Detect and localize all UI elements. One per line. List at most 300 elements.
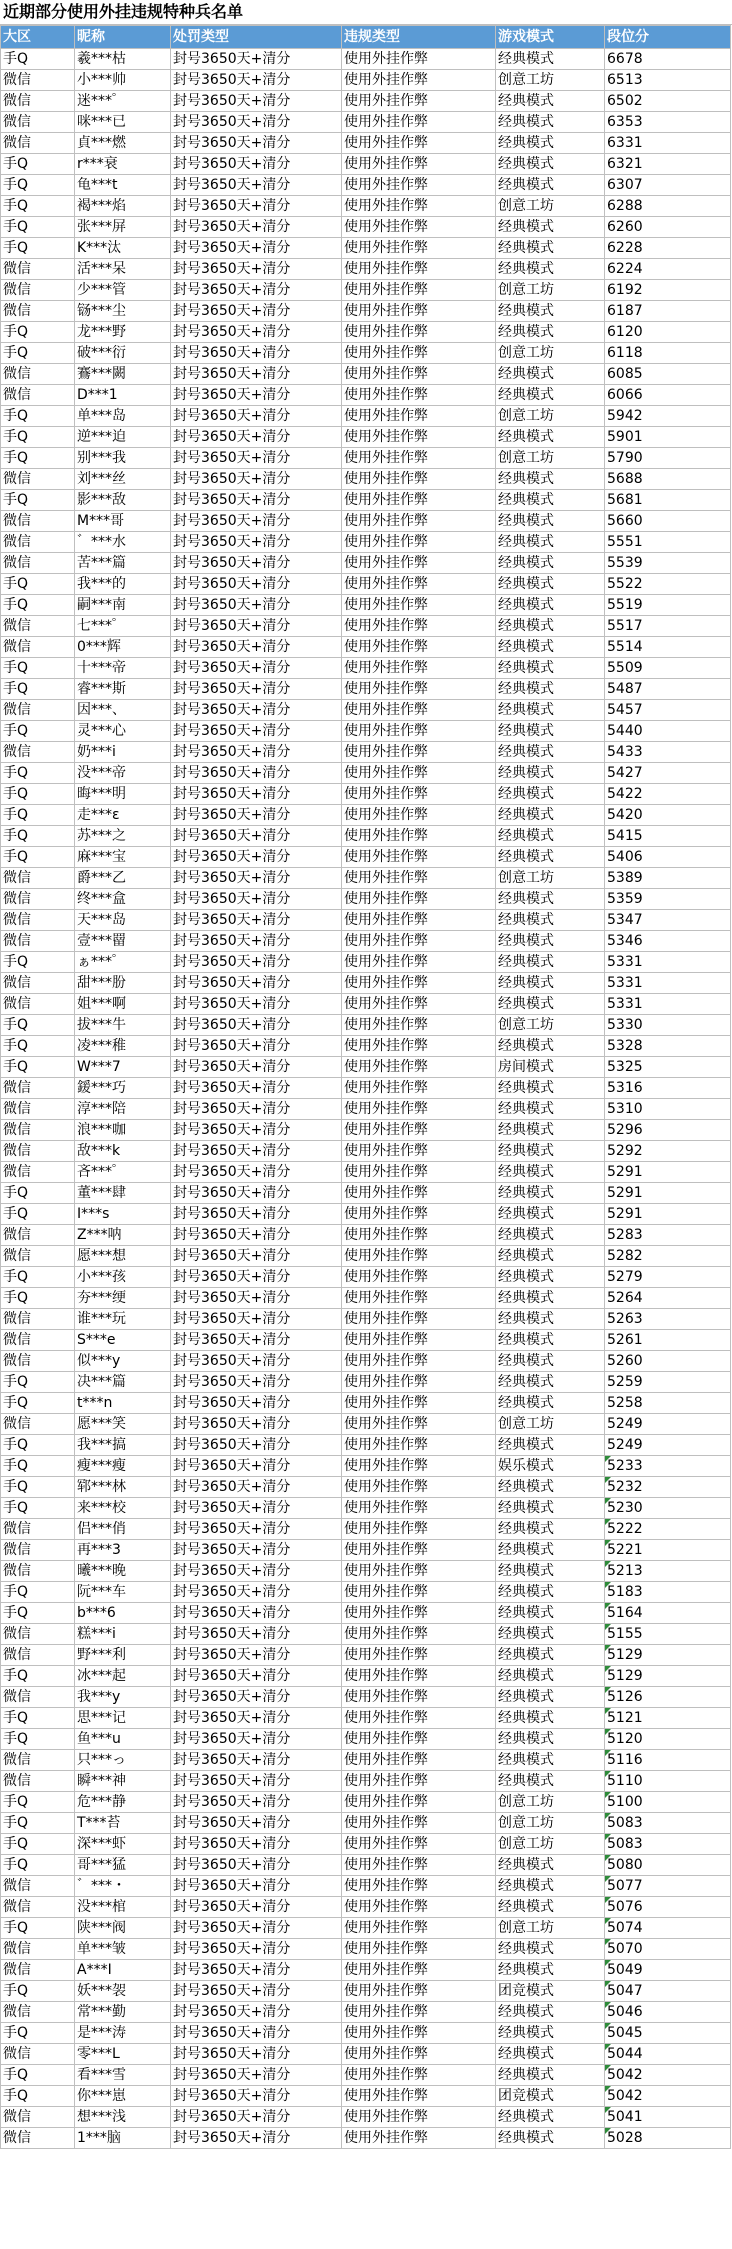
table-row — [1, 2128, 731, 2149]
cell-region: 微信 — [1, 1939, 75, 1960]
cell-rank-score: 5406 — [605, 847, 731, 868]
cell-rank-score: 5129 — [605, 1666, 731, 1687]
cell-violation: 使用外挂作弊 — [342, 1666, 496, 1687]
cell-region: 微信 — [1, 973, 75, 994]
table-row — [1, 700, 731, 721]
cell-game-mode: 经典模式 — [496, 1897, 605, 1918]
cell-rank-score: 6307 — [605, 175, 731, 196]
cell-region: 手Q — [1, 763, 75, 784]
cell-game-mode: 经典模式 — [496, 1372, 605, 1393]
table-row — [1, 259, 731, 280]
cell-penalty: 封号3650天+清分 — [171, 406, 342, 427]
cell-rank-score: 5457 — [605, 700, 731, 721]
cell-penalty: 封号3650天+清分 — [171, 1960, 342, 1981]
table-row — [1, 385, 731, 406]
cell-nickname: 糕***i — [75, 1624, 171, 1645]
cell-nickname: 单***皱 — [75, 1939, 171, 1960]
cell-game-mode: 经典模式 — [496, 721, 605, 742]
cell-rank-score: 5213 — [605, 1561, 731, 1582]
cell-region: 手Q — [1, 490, 75, 511]
cell-violation: 使用外挂作弊 — [342, 532, 496, 553]
cell-rank-score: 6187 — [605, 301, 731, 322]
cell-region: 手Q — [1, 1036, 75, 1057]
cell-region: 微信 — [1, 700, 75, 721]
cell-penalty: 封号3650天+清分 — [171, 511, 342, 532]
table-row — [1, 1162, 731, 1183]
cell-nickname: 没***棺 — [75, 1897, 171, 1918]
table-row — [1, 952, 731, 973]
cell-violation: 使用外挂作弊 — [342, 679, 496, 700]
cell-game-mode: 经典模式 — [496, 1162, 605, 1183]
table-row — [1, 1729, 731, 1750]
cell-region: 手Q — [1, 847, 75, 868]
cell-penalty: 封号3650天+清分 — [171, 1267, 342, 1288]
cell-nickname: 思***记 — [75, 1708, 171, 1729]
cell-violation: 使用外挂作弊 — [342, 1603, 496, 1624]
cell-region: 微信 — [1, 1414, 75, 1435]
cell-region: 微信 — [1, 1141, 75, 1162]
cell-rank-score: 5519 — [605, 595, 731, 616]
cell-penalty: 封号3650天+清分 — [171, 1099, 342, 1120]
cell-game-mode: 经典模式 — [496, 364, 605, 385]
cell-penalty: 封号3650天+清分 — [171, 826, 342, 847]
cell-region: 微信 — [1, 1330, 75, 1351]
cell-penalty: 封号3650天+清分 — [171, 574, 342, 595]
table-row — [1, 1960, 731, 1981]
cell-region: 微信 — [1, 1078, 75, 1099]
cell-penalty: 封号3650天+清分 — [171, 1183, 342, 1204]
cell-region: 微信 — [1, 2044, 75, 2065]
table-row — [1, 574, 731, 595]
cell-rank-score: 5233 — [605, 1456, 731, 1477]
cell-penalty: 封号3650天+清分 — [171, 616, 342, 637]
cell-region: 微信 — [1, 1771, 75, 1792]
cell-nickname: 来***校 — [75, 1498, 171, 1519]
table-row — [1, 1750, 731, 1771]
cell-penalty: 封号3650天+清分 — [171, 490, 342, 511]
cell-nickname: 姐***啊 — [75, 994, 171, 1015]
cell-nickname: 晦***明 — [75, 784, 171, 805]
cell-violation: 使用外挂作弊 — [342, 595, 496, 616]
cell-nickname: K***汰 — [75, 238, 171, 259]
cell-region: 微信 — [1, 1540, 75, 1561]
cell-game-mode: 创意工坊 — [496, 1414, 605, 1435]
cell-violation: 使用外挂作弊 — [342, 49, 496, 70]
cell-rank-score: 5221 — [605, 1540, 731, 1561]
cell-penalty: 封号3650天+清分 — [171, 1792, 342, 1813]
cell-violation: 使用外挂作弊 — [342, 112, 496, 133]
column-header-rank-score: 段位分 — [605, 26, 731, 49]
table-row — [1, 238, 731, 259]
cell-violation: 使用外挂作弊 — [342, 1729, 496, 1750]
cell-region: 手Q — [1, 1981, 75, 2002]
cell-penalty: 封号3650天+清分 — [171, 868, 342, 889]
cell-nickname: 拔***牛 — [75, 1015, 171, 1036]
cell-game-mode: 经典模式 — [496, 1771, 605, 1792]
table-row — [1, 763, 731, 784]
cell-penalty: 封号3650天+清分 — [171, 1708, 342, 1729]
cell-violation: 使用外挂作弊 — [342, 1876, 496, 1897]
cell-nickname: 敌***k — [75, 1141, 171, 1162]
table-row — [1, 343, 731, 364]
cell-game-mode: 经典模式 — [496, 2002, 605, 2023]
cell-penalty: 封号3650天+清分 — [171, 196, 342, 217]
cell-violation: 使用外挂作弊 — [342, 2065, 496, 2086]
cell-region: 手Q — [1, 1183, 75, 1204]
cell-rank-score: 5509 — [605, 658, 731, 679]
cell-nickname: 逆***迫 — [75, 427, 171, 448]
cell-penalty: 封号3650天+清分 — [171, 112, 342, 133]
cell-nickname: 影***敌 — [75, 490, 171, 511]
cell-game-mode: 经典模式 — [496, 154, 605, 175]
cell-game-mode: 创意工坊 — [496, 1015, 605, 1036]
cell-game-mode: 经典模式 — [496, 910, 605, 931]
cell-rank-score: 5359 — [605, 889, 731, 910]
cell-rank-score: 5422 — [605, 784, 731, 805]
table-row — [1, 931, 731, 952]
cell-nickname: 决***篇 — [75, 1372, 171, 1393]
cell-penalty: 封号3650天+清分 — [171, 805, 342, 826]
cell-violation: 使用外挂作弊 — [342, 1939, 496, 1960]
table-row — [1, 1813, 731, 1834]
cell-rank-score: 5264 — [605, 1288, 731, 1309]
cell-penalty: 封号3650天+清分 — [171, 1120, 342, 1141]
cell-rank-score: 6066 — [605, 385, 731, 406]
cell-nickname: 是***涛 — [75, 2023, 171, 2044]
cell-rank-score: 5047 — [605, 1981, 731, 2002]
cell-game-mode: 经典模式 — [496, 1351, 605, 1372]
cell-region: 手Q — [1, 217, 75, 238]
table-row — [1, 1477, 731, 1498]
cell-game-mode: 经典模式 — [496, 259, 605, 280]
cell-game-mode: 经典模式 — [496, 574, 605, 595]
cell-region: 手Q — [1, 175, 75, 196]
cell-nickname: 咪***已 — [75, 112, 171, 133]
cell-game-mode: 经典模式 — [496, 784, 605, 805]
cell-penalty: 封号3650天+清分 — [171, 1162, 342, 1183]
cell-penalty: 封号3650天+清分 — [171, 1624, 342, 1645]
cell-nickname: 野***利 — [75, 1645, 171, 1666]
cell-game-mode: 经典模式 — [496, 112, 605, 133]
cell-violation: 使用外挂作弊 — [342, 910, 496, 931]
table-row — [1, 1435, 731, 1456]
cell-game-mode: 经典模式 — [496, 1666, 605, 1687]
cell-rank-score: 5291 — [605, 1162, 731, 1183]
table-row — [1, 637, 731, 658]
cell-violation: 使用外挂作弊 — [342, 658, 496, 679]
cell-rank-score: 5259 — [605, 1372, 731, 1393]
cell-nickname: 迷***゜ — [75, 91, 171, 112]
table-body — [1, 49, 731, 2149]
cell-rank-score: 5291 — [605, 1183, 731, 1204]
cell-region: 微信 — [1, 133, 75, 154]
cell-penalty: 封号3650天+清分 — [171, 931, 342, 952]
cell-nickname: 貞***燃 — [75, 133, 171, 154]
cell-region: 手Q — [1, 1855, 75, 1876]
table-row — [1, 1330, 731, 1351]
cell-rank-score: 5028 — [605, 2128, 731, 2149]
cell-region: 手Q — [1, 1372, 75, 1393]
cell-region: 微信 — [1, 259, 75, 280]
table-row — [1, 406, 731, 427]
cell-nickname: 苦***篇 — [75, 553, 171, 574]
table-row — [1, 1015, 731, 1036]
table-row — [1, 1204, 731, 1225]
cell-region: 手Q — [1, 1582, 75, 1603]
cell-game-mode: 经典模式 — [496, 385, 605, 406]
cell-region: 微信 — [1, 889, 75, 910]
cell-rank-score: 6321 — [605, 154, 731, 175]
cell-game-mode: 经典模式 — [496, 1645, 605, 1666]
cell-penalty: 封号3650天+清分 — [171, 721, 342, 742]
cell-nickname: W***7 — [75, 1057, 171, 1078]
cell-penalty: 封号3650天+清分 — [171, 2128, 342, 2149]
cell-rank-score: 5331 — [605, 994, 731, 1015]
cell-nickname: 0***辉 — [75, 637, 171, 658]
cell-region: 手Q — [1, 658, 75, 679]
table-row — [1, 994, 731, 1015]
cell-game-mode: 经典模式 — [496, 805, 605, 826]
cell-violation: 使用外挂作弊 — [342, 511, 496, 532]
cell-penalty: 封号3650天+清分 — [171, 1939, 342, 1960]
cell-nickname: 我***搞 — [75, 1435, 171, 1456]
cell-penalty: 封号3650天+清分 — [171, 847, 342, 868]
cell-rank-score: 5433 — [605, 742, 731, 763]
table-row — [1, 595, 731, 616]
cell-game-mode: 经典模式 — [496, 2023, 605, 2044]
cell-penalty: 封号3650天+清分 — [171, 679, 342, 700]
cell-nickname: 常***勤 — [75, 2002, 171, 2023]
cell-rank-score: 5121 — [605, 1708, 731, 1729]
table-row — [1, 826, 731, 847]
cell-rank-score: 6260 — [605, 217, 731, 238]
column-header-game-mode: 游戏模式 — [496, 26, 605, 49]
cell-nickname: 瞬***神 — [75, 1771, 171, 1792]
table-row — [1, 511, 731, 532]
cell-rank-score: 5070 — [605, 1939, 731, 1960]
cell-rank-score: 5279 — [605, 1267, 731, 1288]
cell-violation: 使用外挂作弊 — [342, 2107, 496, 2128]
cell-violation: 使用外挂作弊 — [342, 1855, 496, 1876]
cell-game-mode: 经典模式 — [496, 1855, 605, 1876]
table-row — [1, 1498, 731, 1519]
cell-region: 微信 — [1, 280, 75, 301]
table-row — [1, 1267, 731, 1288]
table-row — [1, 1288, 731, 1309]
cell-violation: 使用外挂作弊 — [342, 1057, 496, 1078]
cell-nickname: 愿***笑 — [75, 1414, 171, 1435]
cell-violation: 使用外挂作弊 — [342, 931, 496, 952]
cell-violation: 使用外挂作弊 — [342, 1981, 496, 2002]
cell-rank-score: 5942 — [605, 406, 731, 427]
cell-region: 手Q — [1, 1015, 75, 1036]
cell-violation: 使用外挂作弊 — [342, 742, 496, 763]
cell-region: 手Q — [1, 805, 75, 826]
cell-rank-score: 5415 — [605, 826, 731, 847]
cell-violation: 使用外挂作弊 — [342, 1624, 496, 1645]
cell-rank-score: 5042 — [605, 2065, 731, 2086]
cell-nickname: 浪***咖 — [75, 1120, 171, 1141]
cell-penalty: 封号3650天+清分 — [171, 637, 342, 658]
cell-rank-score: 5330 — [605, 1015, 731, 1036]
cell-violation: 使用外挂作弊 — [342, 616, 496, 637]
cell-nickname: 刘***丝 — [75, 469, 171, 490]
cell-violation: 使用外挂作弊 — [342, 259, 496, 280]
cell-violation: 使用外挂作弊 — [342, 700, 496, 721]
cell-region: 手Q — [1, 595, 75, 616]
cell-nickname: 天***岛 — [75, 910, 171, 931]
table-row — [1, 49, 731, 70]
cell-nickname: ゛***水 — [75, 532, 171, 553]
table-row — [1, 448, 731, 469]
table-row — [1, 805, 731, 826]
cell-game-mode: 经典模式 — [496, 889, 605, 910]
cell-game-mode: 经典模式 — [496, 49, 605, 70]
cell-rank-score: 5045 — [605, 2023, 731, 2044]
cell-region: 微信 — [1, 1750, 75, 1771]
table-row — [1, 154, 731, 175]
cell-game-mode: 经典模式 — [496, 742, 605, 763]
cell-penalty: 封号3650天+清分 — [171, 238, 342, 259]
cell-violation: 使用外挂作弊 — [342, 1015, 496, 1036]
table-row — [1, 847, 731, 868]
cell-game-mode: 经典模式 — [496, 1435, 605, 1456]
header-row — [1, 26, 731, 49]
cell-violation: 使用外挂作弊 — [342, 1813, 496, 1834]
cell-nickname: 冰***起 — [75, 1666, 171, 1687]
cell-rank-score: 5155 — [605, 1624, 731, 1645]
cell-game-mode: 经典模式 — [496, 1288, 605, 1309]
cell-penalty: 封号3650天+清分 — [171, 1498, 342, 1519]
table-row — [1, 532, 731, 553]
cell-region: 手Q — [1, 1792, 75, 1813]
cell-rank-score: 5260 — [605, 1351, 731, 1372]
table-row — [1, 1120, 731, 1141]
cell-violation: 使用外挂作弊 — [342, 2086, 496, 2107]
cell-game-mode: 经典模式 — [496, 1939, 605, 1960]
cell-region: 微信 — [1, 1687, 75, 1708]
cell-violation: 使用外挂作弊 — [342, 1708, 496, 1729]
cell-region: 微信 — [1, 1960, 75, 1981]
cell-penalty: 封号3650天+清分 — [171, 1729, 342, 1750]
cell-rank-score: 5230 — [605, 1498, 731, 1519]
cell-penalty: 封号3650天+清分 — [171, 1057, 342, 1078]
cell-rank-score: 6085 — [605, 364, 731, 385]
cell-nickname: 瘦***瘦 — [75, 1456, 171, 1477]
cell-penalty: 封号3650天+清分 — [171, 154, 342, 175]
cell-region: 微信 — [1, 2128, 75, 2149]
cell-penalty: 封号3650天+清分 — [171, 133, 342, 154]
cell-game-mode: 经典模式 — [496, 1498, 605, 1519]
table-row — [1, 1687, 731, 1708]
cell-game-mode: 创意工坊 — [496, 70, 605, 91]
cell-rank-score: 5291 — [605, 1204, 731, 1225]
cell-game-mode: 经典模式 — [496, 511, 605, 532]
cell-penalty: 封号3650天+清分 — [171, 1225, 342, 1246]
cell-game-mode: 经典模式 — [496, 1330, 605, 1351]
cell-rank-score: 5328 — [605, 1036, 731, 1057]
cell-region: 微信 — [1, 1897, 75, 1918]
cell-region: 手Q — [1, 1288, 75, 1309]
cell-penalty: 封号3650天+清分 — [171, 2023, 342, 2044]
cell-game-mode: 创意工坊 — [496, 1792, 605, 1813]
cell-penalty: 封号3650天+清分 — [171, 322, 342, 343]
table-row — [1, 2002, 731, 2023]
cell-game-mode: 经典模式 — [496, 133, 605, 154]
cell-violation: 使用外挂作弊 — [342, 1330, 496, 1351]
cell-rank-score: 5116 — [605, 1750, 731, 1771]
cell-nickname: 董***肆 — [75, 1183, 171, 1204]
table-row — [1, 133, 731, 154]
cell-violation: 使用外挂作弊 — [342, 1960, 496, 1981]
cell-nickname: 深***虾 — [75, 1834, 171, 1855]
table-row — [1, 1078, 731, 1099]
cell-nickname: 阮***车 — [75, 1582, 171, 1603]
cell-penalty: 封号3650天+清分 — [171, 1855, 342, 1876]
cell-rank-score: 5083 — [605, 1813, 731, 1834]
cell-violation: 使用外挂作弊 — [342, 1078, 496, 1099]
cell-region: 手Q — [1, 406, 75, 427]
cell-violation: 使用外挂作弊 — [342, 133, 496, 154]
cell-rank-score: 6120 — [605, 322, 731, 343]
cell-region: 微信 — [1, 112, 75, 133]
cell-penalty: 封号3650天+清分 — [171, 2107, 342, 2128]
cell-region: 微信 — [1, 364, 75, 385]
cell-violation: 使用外挂作弊 — [342, 343, 496, 364]
cell-game-mode: 创意工坊 — [496, 1918, 605, 1939]
column-header-nickname: 昵称 — [75, 26, 171, 49]
cell-nickname: 侣***俏 — [75, 1519, 171, 1540]
cell-violation: 使用外挂作弊 — [342, 2023, 496, 2044]
cell-nickname: 谁***玩 — [75, 1309, 171, 1330]
cell-game-mode: 经典模式 — [496, 1225, 605, 1246]
table-row — [1, 742, 731, 763]
cell-violation: 使用外挂作弊 — [342, 70, 496, 91]
cell-nickname: ぁ***゜ — [75, 952, 171, 973]
table-row — [1, 490, 731, 511]
cell-game-mode: 经典模式 — [496, 595, 605, 616]
cell-game-mode: 经典模式 — [496, 2107, 605, 2128]
cell-violation: 使用外挂作弊 — [342, 1771, 496, 1792]
cell-game-mode: 经典模式 — [496, 1099, 605, 1120]
table-row — [1, 196, 731, 217]
cell-penalty: 封号3650天+清分 — [171, 1561, 342, 1582]
cell-game-mode: 经典模式 — [496, 532, 605, 553]
cell-region: 手Q — [1, 1918, 75, 1939]
cell-violation: 使用外挂作弊 — [342, 385, 496, 406]
cell-game-mode: 经典模式 — [496, 1309, 605, 1330]
cell-penalty: 封号3650天+清分 — [171, 1981, 342, 2002]
cell-region: 手Q — [1, 1267, 75, 1288]
table-row — [1, 112, 731, 133]
cell-game-mode: 经典模式 — [496, 490, 605, 511]
cell-game-mode: 经典模式 — [496, 217, 605, 238]
cell-violation: 使用外挂作弊 — [342, 427, 496, 448]
cell-game-mode: 创意工坊 — [496, 280, 605, 301]
cell-rank-score: 5249 — [605, 1414, 731, 1435]
cell-rank-score: 5389 — [605, 868, 731, 889]
cell-nickname: 鶱***闕 — [75, 364, 171, 385]
table-row — [1, 1099, 731, 1120]
cell-rank-score: 6192 — [605, 280, 731, 301]
cell-game-mode: 经典模式 — [496, 1624, 605, 1645]
cell-rank-score: 5440 — [605, 721, 731, 742]
cell-rank-score: 5487 — [605, 679, 731, 700]
cell-game-mode: 经典模式 — [496, 1267, 605, 1288]
cell-violation: 使用外挂作弊 — [342, 805, 496, 826]
cell-region: 微信 — [1, 2002, 75, 2023]
cell-penalty: 封号3650天+清分 — [171, 427, 342, 448]
